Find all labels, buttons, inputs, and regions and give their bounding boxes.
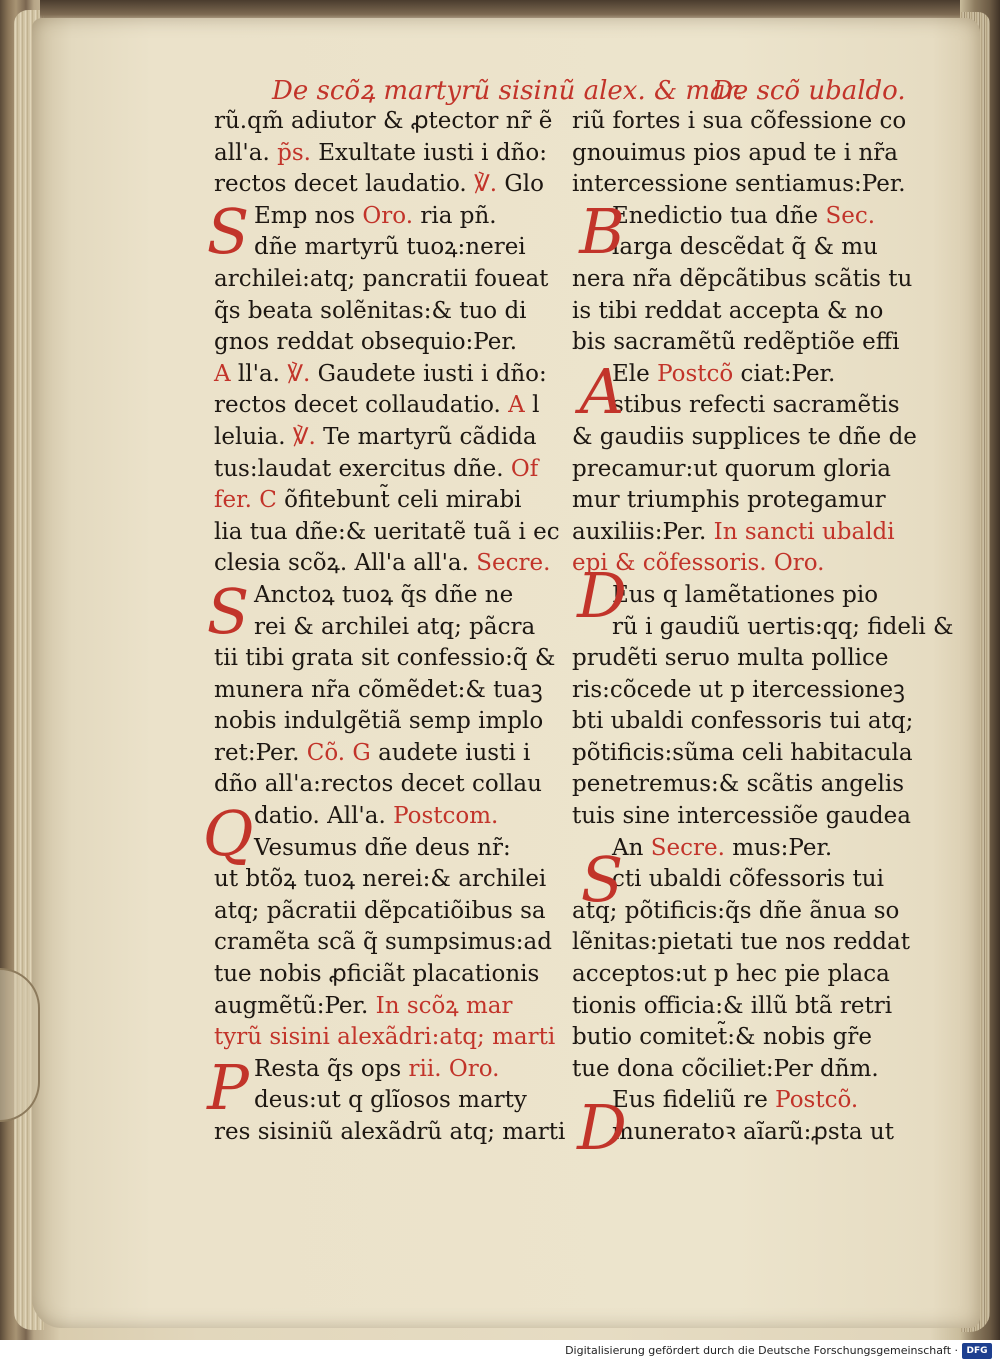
body-text: atq; põtificis:q̃s dñe ãnua so [572,897,900,924]
initial-s-left-1: S [206,195,250,268]
body-text: Glo [497,171,544,198]
body-text: Anctoꝝ tuoꝝ q̃s dñe ne [254,581,514,608]
text-line [214,359,554,391]
body-text: põtificis:sũma celi habitacula [572,739,913,766]
text-line [214,201,554,233]
body-text: Ele [612,360,658,387]
body-text: ris:cõcede ut p itercessioneꝫ [572,676,905,703]
body-text: Resta q̃s ops [254,1055,409,1082]
body-text: lẽnitas:pietati tue nos reddat [572,929,910,956]
text-line [572,927,912,959]
text-line [214,485,554,517]
text-line [214,327,554,359]
rubric-text: Oro. [362,202,414,229]
text-line [214,138,554,170]
body-text: rũ.qm̃ adiutor & ꝓtector nr̃ ẽ [214,108,553,134]
rubric-text: Postcom. [393,803,499,830]
rubric-text: epi & cõfessoris. Oro. [572,550,825,577]
text-line [572,485,912,517]
text-line [214,706,554,738]
text-line [572,327,912,359]
body-text: intercessione sentiamus:Per. [572,171,906,198]
body-text: l [524,392,540,419]
running-head-left: De scõꝝ martyrũ sisinũ alex. & mar. [272,76,744,106]
text-line [572,264,912,296]
text-line [572,706,912,738]
body-text: clesia scõꝝ. All'a all'a. [214,550,477,577]
text-line [214,422,554,454]
rubric-text: Secre. [650,834,725,861]
body-text: all'a. [214,139,278,166]
text-line [214,1117,566,1149]
body-text: is tibi reddat accepta & no [572,297,884,324]
book-clasp [0,968,40,1122]
body-text: gnos reddat obsequio:Per. [214,329,518,356]
text-line [214,1022,554,1054]
text-line [214,106,554,138]
text-line [572,1054,912,1086]
rubric-text: Postcõ. [775,1087,859,1114]
body-text: precamur:ut quorum gloria [572,455,891,482]
body-text: bis sacramẽtũ redẽptiõe effi [572,329,900,356]
text-line [572,1022,912,1054]
text-line [572,675,912,707]
body-text: auxiliis:Per. [572,518,714,545]
body-text: gnouimus pios apud te i nr̃a [572,139,898,166]
running-head-right: De scõ ubaldo. [712,76,906,106]
text-line [572,769,912,801]
funding-credit: Digitalisierung gefördert durch die Deutsche Forschungsgemeinschaft · [565,1344,958,1357]
text-line [214,1085,554,1117]
body-text: q̃s beata solẽnitas:& tuo di [214,297,527,324]
text-line [214,296,554,328]
body-text: acceptos:ut p hec pie placa [572,961,890,988]
text-line [214,927,554,959]
body-text: cti ubaldi cõfessoris tui [612,866,884,893]
body-text: Eus q lamẽtationes pio [612,581,879,608]
body-text: prudẽti seruo multa pollice [572,645,889,672]
body-text: Exultate iusti i dño: [310,139,547,166]
text-line [214,454,554,486]
body-text: nobis indulgẽtiã semp implo [214,708,544,735]
text-line [214,738,554,770]
rubric-text: Secre. [476,550,551,577]
rubric-text: Of [510,455,539,482]
rubric-text: A [214,360,231,387]
body-text: munera nr̃a cõmẽdet:& tuaꝫ [214,676,543,703]
text-line [214,517,560,549]
text-line [214,264,554,296]
body-text: muneratoꝛ aĩarũ:ꝓsta ut [612,1119,894,1145]
text-line [214,548,554,580]
body-text: Emp nos [254,202,363,229]
rubric-text: p̃s. [277,139,311,166]
initial-a-right: A [579,355,625,428]
body-text: ut btõꝝ tuoꝝ nerei:& archilei [214,866,547,893]
body-text: rũ i gaudiũ uertis:qq; fideli & [612,613,954,640]
body-text: riũ fortes i sua cõfessione co [572,108,907,134]
text-line [214,675,554,707]
rubric-text: rii. Oro. [408,1055,500,1082]
rubric-text: fer. C [214,487,277,514]
text-line [572,643,912,675]
body-text: archilei:atq; pancratii foueat [214,265,549,292]
rubric-text: Sec. [825,202,876,229]
left-text-column [214,106,566,1149]
body-text: mus:Per. [724,834,833,861]
body-text: dño all'a:rectos decet collau [214,771,542,798]
body-text: rectos decet laudatio. [214,171,475,198]
body-text: An [612,834,651,861]
rubric-text: ℣. [474,171,498,198]
body-text: tuis sine intercessiõe gaudea [572,803,911,830]
text-line [214,580,554,612]
text-line [572,296,912,328]
body-text: rectos decet collaudatio. [214,392,509,419]
body-text: res sisiniũ alexãdrũ atq; marti [214,1119,566,1145]
body-text: ret:Per. [214,739,307,766]
body-text: cramẽta scã q̃ sumpsimus:ad [214,929,552,956]
text-line [572,801,912,833]
text-line [214,769,554,801]
body-text: Gaudete iusti i dño: [310,360,547,387]
body-text: bti ubaldi confessoris tui atq; [572,708,914,735]
body-text: ciat:Per. [733,360,836,387]
initial-d-right-1: D [577,559,627,632]
rubric-text: tyrũ sisini alexãdri:atq; marti [214,1024,556,1051]
text-line [214,169,554,201]
rubric-text: In sancti ubaldi [713,518,895,545]
rubric-text: A [508,392,525,419]
text-line [214,390,554,422]
body-text: butio comitet̃:& nobis gr̃e [572,1024,872,1051]
body-text: rei & archilei atq; pãcra [254,613,536,640]
text-line [572,738,912,770]
text-line [214,896,554,928]
text-line [214,612,554,644]
body-text: Eus fideliũ re [612,1087,776,1114]
body-text: tus:laudat exercitus dñe. [214,455,511,482]
text-line [214,864,554,896]
text-line [214,643,554,675]
body-text: augmẽtũ:Per. [214,992,376,1019]
text-line [572,106,912,138]
body-text: leluia. [214,423,293,450]
initial-q-left: Q [202,797,254,870]
text-line [214,1054,554,1086]
initial-b-right: B [579,195,625,268]
body-text: Te martyrũ cãdida [315,423,537,450]
body-text: Vesumus dñe deus nr̃: [254,834,511,861]
body-text: tue dona cõciliet:Per dñm. [572,1055,879,1082]
dfg-logo: DFG [962,1343,992,1359]
body-text: ria pñ. [413,202,497,229]
rubric-text: Postcõ [657,360,734,387]
body-text: õfitebunt̃ celi mirabi [276,487,522,514]
body-text: deus:ut q glĩosos marty [254,1087,527,1114]
rubric-text: In scõꝝ mar [375,992,513,1019]
initial-s-right: S [580,843,624,916]
body-text: larga descẽdat q̃ & mu [612,234,878,261]
text-line [572,517,912,549]
text-line [572,959,912,991]
rubric-text: ℣. [292,423,316,450]
body-text: tue nobis ꝓficiãt placationis [214,961,540,988]
body-text: datio. All'a. [254,803,394,830]
body-text: nera nr̃a dẽpcãtibus scãtis tu [572,265,913,292]
rubric-text: Cõ. G [306,739,371,766]
initial-s-left-2: S [206,575,250,648]
text-line [214,232,554,264]
body-text: mur triumphis protegamur [572,487,886,514]
body-text: tii tibi grata sit confessio:q̃ & [214,645,556,672]
body-text: atq; pãcratii dẽpcatiõibus sa [214,897,546,924]
body-text: stibus refecti sacramẽtis [612,392,900,419]
body-text: & gaudiis supplices te dñe de [572,423,917,450]
body-text: penetremus:& scãtis angelis [572,771,905,798]
text-line [572,138,912,170]
body-text: ll'a. [230,360,288,387]
body-text: tionis officia:& illũ btã retri [572,992,893,1019]
text-line [572,991,912,1023]
text-line [214,833,554,865]
rubric-text: ℣. [287,360,311,387]
initial-d-right-2: D [577,1091,627,1164]
body-text: Enedictio tua dñe [612,202,826,229]
text-line [214,991,554,1023]
initial-p-left: P [207,1051,249,1124]
text-line [572,454,912,486]
text-line [214,959,554,991]
text-line [214,801,554,833]
body-text: dñe martyrũ tuoꝝ:nerei [254,234,526,261]
body-text: lia tua dñe:& ueritatẽ tuã i ec [214,518,560,545]
body-text: audete iusti i [370,739,531,766]
